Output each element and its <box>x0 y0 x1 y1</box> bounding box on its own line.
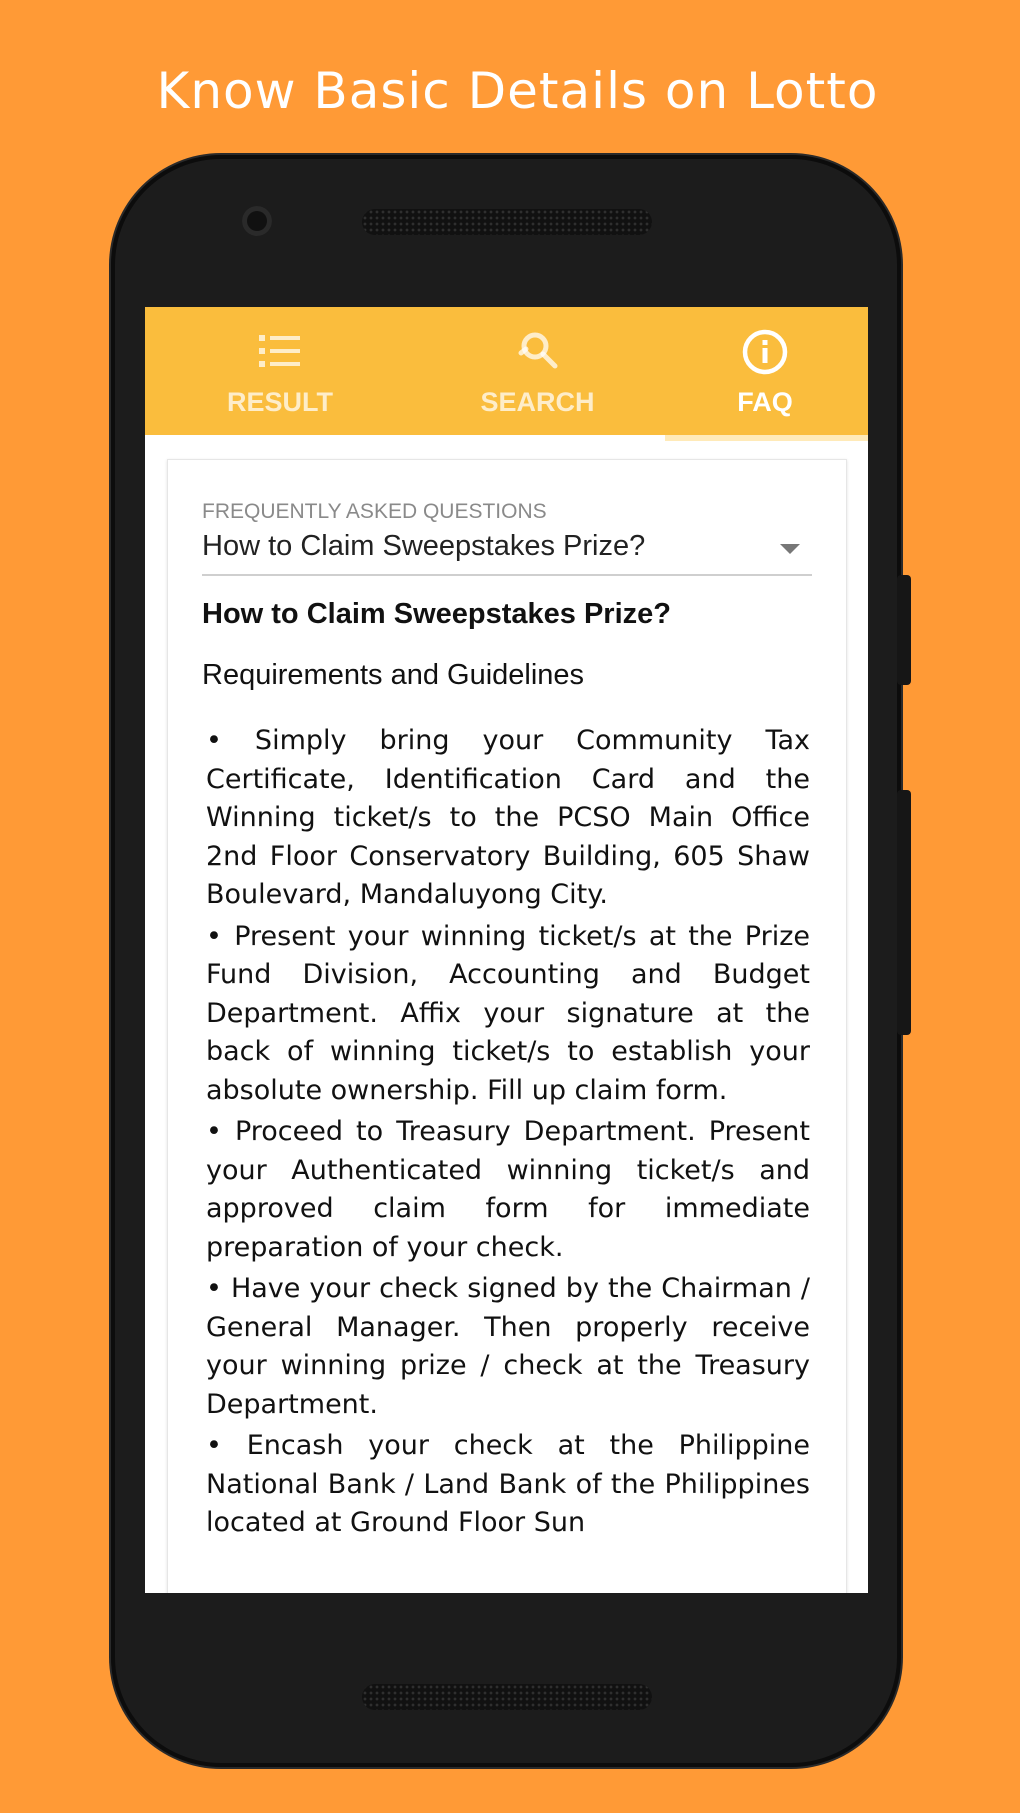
search-icon <box>513 327 563 377</box>
faq-question-dropdown[interactable] <box>202 500 812 576</box>
tab-search-label: SEARCH <box>480 387 595 417</box>
bottom-speaker <box>362 1684 652 1710</box>
faq-card <box>167 459 847 1593</box>
tab-result[interactable] <box>190 307 370 435</box>
faq-answer <box>202 598 810 1546</box>
list-item: • Have your check signed by the Chairman / General Manager. Then properly receive your winning prize / check at the Treasury Department. <box>206 1273 810 1420</box>
answer-subtitle: Requirements and Guidelines <box>202 659 585 691</box>
tab-result-label: RESULT <box>227 387 333 417</box>
list-item: • Proceed to Treasury Department. Present your Authenticated winning ticket/s and approved claim form for immediate preparation of your check. <box>206 1116 810 1263</box>
app-screen <box>145 307 868 1593</box>
tab-bar <box>145 307 868 435</box>
tab-faq-label: FAQ <box>737 387 793 417</box>
answer-title: How to Claim Sweepstakes Prize? <box>202 598 671 630</box>
list-item: • Simply bring your Community Tax Certificate, Identification Card and the Winning ticket/s to the PCSO Main Office 2nd Floor Conservatory Building, 605 Shaw Boulevard, Mandaluyong City. <box>206 725 810 910</box>
list-item: • Present your winning ticket/s at the Prize Fund Division, Accounting and Budget Department. Affix your signature at the back of winning ticket/s to establish your absolute ownership. Fill up claim form. <box>206 920 810 1106</box>
dropdown-selected-value: How to Claim Sweepstakes Prize? <box>202 530 646 562</box>
earpiece-speaker <box>362 209 652 235</box>
promo-headline: Know Basic Details on Lotto <box>156 62 879 120</box>
info-icon <box>740 327 790 377</box>
active-tab-indicator <box>665 435 868 441</box>
front-camera <box>242 206 272 236</box>
requirements-list <box>202 722 810 1543</box>
tab-search[interactable] <box>445 307 630 435</box>
list-item: • Encash your check at the Philippine National Bank / Land Bank of the Philippines located at Ground Floor Sun <box>206 1430 810 1538</box>
tab-faq[interactable] <box>665 307 865 435</box>
phone-power-button <box>897 790 911 1035</box>
dropdown-caption: FREQUENTLY ASKED QUESTIONS <box>202 500 547 523</box>
chevron-down-icon <box>780 544 800 554</box>
phone-volume-button <box>897 575 911 685</box>
list-icon <box>255 327 305 377</box>
